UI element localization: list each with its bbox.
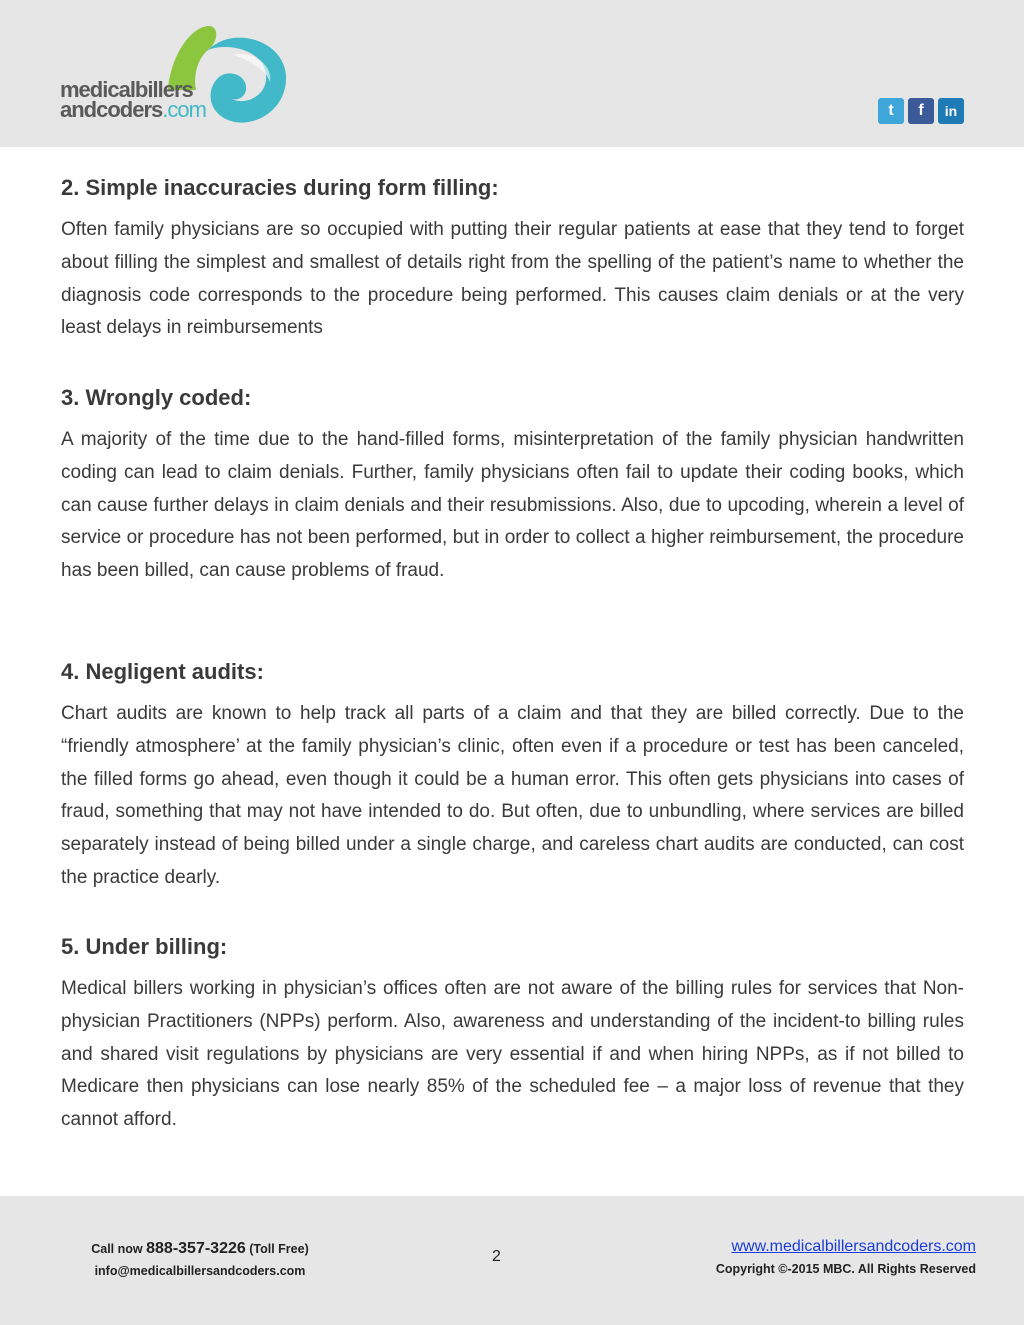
section-heading: 5. Under billing: xyxy=(61,934,228,959)
logo-wordmark xyxy=(60,77,206,122)
copyright-text: Copyright ©-2015 MBC. All Rights Reserved xyxy=(715,1262,976,1276)
email-link[interactable]: info@medicalbillersandcoders.com xyxy=(94,1264,306,1278)
section-heading: 2. Simple inaccuracies during form filling: xyxy=(61,175,499,200)
page-header xyxy=(0,0,1024,147)
section-heading: 3. Wrongly coded: xyxy=(61,385,252,410)
phone-number[interactable]: 888-357-3226 xyxy=(146,1240,246,1257)
twitter-icon[interactable]: t xyxy=(878,98,904,124)
logo-suffix: .com xyxy=(162,97,206,122)
section-heading: 4. Negligent audits: xyxy=(61,659,264,684)
website-link[interactable]: www.medicalbillersandcoders.com xyxy=(731,1238,976,1255)
page-footer xyxy=(0,1196,1024,1325)
call-prefix: Call now xyxy=(91,1242,143,1256)
section-form-filling xyxy=(61,168,964,345)
contact-info xyxy=(80,1238,320,1282)
logo-line2: andcoders xyxy=(60,97,163,122)
company-logo[interactable] xyxy=(58,20,298,130)
section-body: Chart audits are known to help track all parts of a claim and that they are billed correctly. Due to the “friendly atmosphere’ at the family physician’s clinic, often even if a procedure or test has been canceled, the filled forms go ahead, even though it could be a human error. This often gets physicians into cases of fraud, something that may not have intended to do. But often, due to unbundling, where services are billed separately instead of being billed under a single charge, and careless chart audits are conducted, can cost the practice dearly. xyxy=(61,703,964,888)
logo-line1: medicalbillers xyxy=(60,77,193,102)
facebook-icon[interactable]: f xyxy=(908,98,934,124)
section-wrongly-coded xyxy=(61,378,964,588)
site-info xyxy=(716,1236,976,1280)
toll-free-label: (Toll Free) xyxy=(249,1242,309,1256)
social-links xyxy=(878,98,964,124)
section-body: Medical billers working in physician’s offices often are not aware of the billing rules for services that Non-physician Practitioners (NPPs) perform. Also, awareness and understanding of the incident-to billing rules and shared visit regulations by physicians are very essential if and when hiring NPPs, as if not billed to Medicare then physicians can lose nearly 85% of the scheduled fee – a major loss of revenue that they cannot afford. xyxy=(61,978,964,1131)
section-negligent-audits xyxy=(61,652,964,895)
page-number: 2 xyxy=(492,1248,501,1265)
section-under-billing xyxy=(61,927,964,1137)
section-body: Often family physicians are so occupied with putting their regular patients at ease that they tend to forget about filling the simplest and smallest of details right from the spelling of the patient’s name to whether the diagnosis code corresponds to the procedure being performed. This causes claim denials or at the very least delays in reimbursements xyxy=(61,219,964,339)
linkedin-icon[interactable]: in xyxy=(938,98,964,124)
section-body: A majority of the time due to the hand-filled forms, misinterpretation of the family physician handwritten coding can lead to claim denials. Further, family physicians often fail to update their coding books, which can cause further delays in claim denials and their resubmissions. Also, due to upcoding, wherein a level of service or procedure has not been performed, but in order to collect a higher reimbursement, the procedure has been billed, can cause problems of fraud. xyxy=(61,429,964,582)
